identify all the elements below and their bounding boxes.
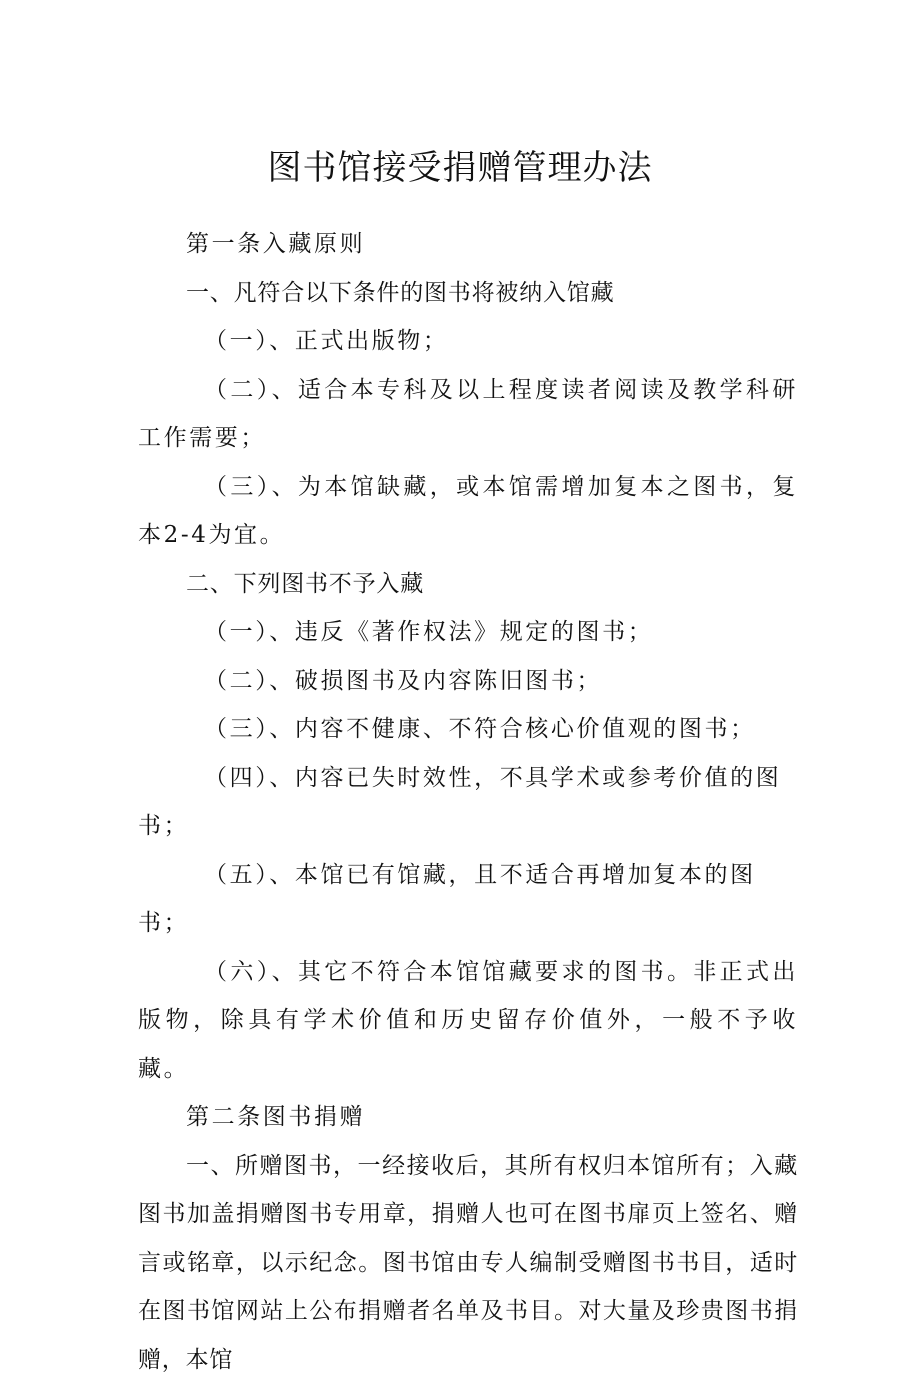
document-title: 图书馆接受捐赠管理办法	[0, 144, 920, 192]
document-body	[138, 220, 798, 1384]
list-item: （六）、其它不符合本馆馆藏要求的图书。非正式出版物，除具有学术价值和历史留存价值外，一般不予收藏。	[138, 948, 798, 1094]
list-item: （三）、为本馆缺藏，或本馆需增加复本之图书，复本2-4为宜。	[138, 463, 798, 560]
section-2-heading: 二、下列图书不予入藏	[138, 560, 798, 609]
list-item: （一）、正式出版物；	[138, 317, 798, 366]
body-paragraph: 一、所赠图书，一经接收后，其所有权归本馆所有；入藏图书加盖捐赠图书专用章，捐赠人也可在图书扉页上签名、赠言或铭章，以示纪念。图书馆由专人编制受赠图书书目，适时在图书馆网站上公布捐赠者名单及书目。对大量及珍贵图书捐赠，本馆	[138, 1142, 798, 1384]
list-item: （四）、内容已失时效性，不具学术或参考价值的图书；	[138, 754, 798, 851]
article-2-heading: 第二条图书捐赠	[138, 1093, 798, 1142]
list-item: （二）、破损图书及内容陈旧图书；	[138, 657, 798, 706]
section-1-heading: 一、凡符合以下条件的图书将被纳入馆藏	[138, 269, 798, 318]
list-item: （五）、本馆已有馆藏，且不适合再增加复本的图书；	[138, 851, 798, 948]
list-item: （二）、适合本专科及以上程度读者阅读及教学科研工作需要；	[138, 366, 798, 463]
list-item: （一）、违反《著作权法》规定的图书；	[138, 608, 798, 657]
article-1-heading: 第一条入藏原则	[138, 220, 798, 269]
list-item: （三）、内容不健康、不符合核心价值观的图书；	[138, 705, 798, 754]
